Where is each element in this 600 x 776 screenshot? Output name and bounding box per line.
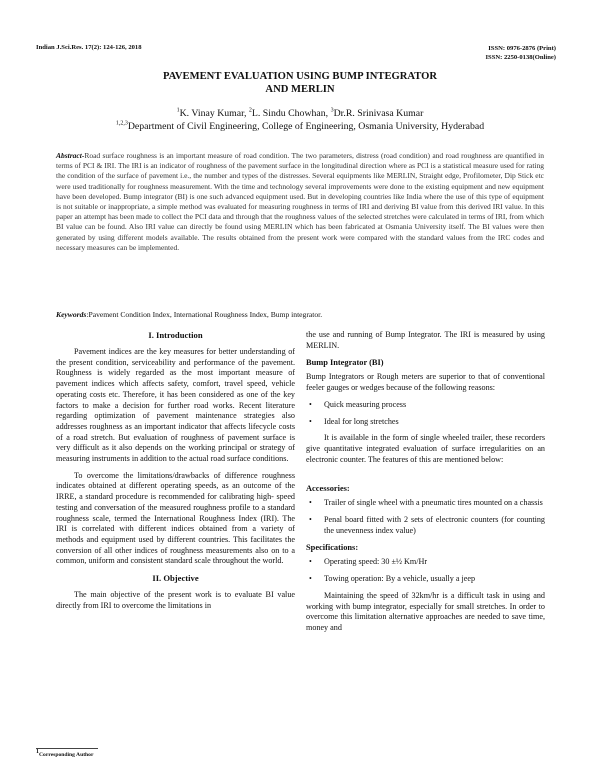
intro-paragraph-1: Pavement indices are the key measures for better understanding of the present condition, serviceability and performance of the pavement. Roughness is widely regarded as the most important measure of pavement indices which affects safety, comfort, travel speed, vehicle operating costs etc. Therefore, it has been considered as one of the key factors to make a decision for further road works. Recent literature regarding optimization of pavement maintenance strategies also addresses roughness as an important indicator that affects lifecycle costs of a road stretch. But evaluation of roughness of pavement surface is very difficult as it also depends on the working principal or strategy of measuring instruments in addition to the actual road surface conditions.: [56, 347, 295, 464]
footnote-divider: [36, 748, 98, 749]
list-item: [306, 400, 545, 411]
objective-paragraph: The main objective of the present work is to evaluate BI value directly from IRI to overcome the limitations in: [56, 590, 295, 610]
bullet-icon: •: [309, 574, 312, 584]
keywords-text: :Pavement Condition Index, International Roughness Index, Bump integrator.: [86, 310, 323, 319]
author-1-mark: 1: [176, 107, 180, 114]
accessories-heading: Accessories:: [306, 484, 350, 494]
reasons-list: [306, 400, 545, 427]
list-item-text: Trailer of single wheel with a pneumatic tires mounted on a chassis: [324, 498, 543, 508]
objective-continued: the use and running of Bump Integrator. The IRI is measured by using MERLIN.: [306, 330, 545, 350]
author-2: L. Sindu Chowhan,: [251, 108, 331, 119]
author-3-mark: 3: [330, 107, 334, 114]
left-column: [56, 330, 295, 617]
list-item-text: Ideal for long stretches: [324, 416, 399, 426]
bullet-icon: •: [309, 498, 312, 508]
list-item-text: Operating speed: 30 ±½ Km/Hr: [324, 557, 428, 567]
author-3: Dr.R. Srinivasa Kumar: [333, 108, 424, 119]
author-2-mark: 2: [248, 107, 252, 114]
introduction-heading: I. Introduction: [148, 330, 203, 340]
list-item: [306, 557, 545, 568]
specifications-heading: Specifications:: [306, 543, 359, 553]
abstract-label: Abstract-: [56, 151, 85, 160]
list-item: [306, 417, 545, 428]
title-line-2: AND MERLIN: [265, 84, 335, 95]
issn-block: [485, 44, 556, 62]
specifications-list: [306, 557, 545, 584]
title-line-1: PAVEMENT EVALUATION USING BUMP INTEGRATOR: [162, 71, 438, 82]
accessories-list: [306, 498, 545, 536]
list-item-text: Quick measuring process: [324, 399, 407, 409]
list-item: [306, 498, 545, 509]
right-column: [306, 330, 545, 640]
bump-integrator-heading: Bump Integrator (BI): [306, 358, 384, 368]
journal-citation: Indian J.Sci.Res. 17(2): 124-126, 2018: [36, 44, 142, 51]
issn-print: ISSN: 0976-2876 (Print): [488, 45, 556, 52]
closing-paragraph: Maintaining the speed of 32km/hr is a difficult task in using and working with bump integrator, especially for small stretches. In order to overcome this limitation alternative approaches are needed to save time, money and: [306, 590, 545, 632]
issn-online: ISSN: 2250-0138(Online): [485, 54, 556, 61]
affiliation-text: Department of Civil Engineering, College of Engineering, Osmania University, Hyderabad: [127, 121, 485, 132]
bump-integrator-paragraph-2: It is available in the form of single wheeled trailer, these recorders give quantitative integrated evaluation of surface irregularities on an electronic counter. The features of this are mentioned below:: [306, 433, 545, 464]
bullet-icon: •: [309, 557, 312, 567]
author-1: K. Vinay Kumar,: [179, 108, 249, 119]
list-item-text: Towing operation: By a vehicle, usually a jeep: [324, 574, 476, 584]
footnote: [36, 749, 94, 758]
abstract-text: Road surface roughness is an important measure of road condition. The two parameters, distress (road condition) and road roughness are quantified in terms of PCI & IRI. The IRI is an indicator of roughness of the pavement surface in the longitudinal direction where as PCI is a statistical measure used for rating the condition of the surface of pavement i.e., the number and types of the distresses. Several equipments like MERLIN, Straight edge, Profilometer, Dip Stick etc were used traditionally for roughness measurement. With the time and technology several improvements were done to the existing equipment and new equipment have been developed. Bump integrator (BI) is one such advanced equipment used. But in developing countries like India where the use of this type of equipment is not suitable or inappropriate, a simple method was evaluated for measuring roughness in terms of IRI and deriving BI value from this derived IRI value. In this paper an attempt has been made to collect the PCI data and through that the roughness values of the selected stretches were calculated in terms of IRI, from which BI value can be found. Also IRI value can directly be found using MERLIN which has been fabricated at Osmania University itself. The BI values were then generated by using different models available. The results obtained from the present work were compared with the standard values from the IRC codes and necessary measures can be implemented.: [56, 151, 544, 252]
author-list: [0, 108, 600, 120]
bullet-icon: •: [309, 515, 312, 525]
list-item-text: Penal board fitted with 2 sets of electronic counters (for counting the unevenness index value): [324, 515, 545, 535]
bump-integrator-paragraph-1: Bump Integrators or Rough meters are superior to that of conventional feeler gauges or wedges because of the following reasons:: [306, 372, 545, 393]
keywords: [56, 310, 544, 320]
footnote-text: Corresponding Author: [39, 752, 94, 758]
list-item: [306, 574, 545, 585]
bullet-icon: •: [309, 399, 312, 409]
objective-heading: II. Objective: [152, 573, 199, 584]
affiliation-marks: 1,2,3: [115, 120, 128, 127]
intro-paragraph-2: To overcome the limitations/drawbacks of difference roughness indicates obtained at different operating speeds, as an outcome of the IRRE, a standard procedure is recommended for calibrating high- speed testing and conversation of the measured roughness profile to a standard roughness scale, termed the International Roughness Index (IRI). The IRI is correlated with different indices obtained from a variety of methods and equipment used by different countries. This facilitates the conversion of all other indices of roughness measurements also on to a common, uniform and consistent standard scale throughout the world.: [56, 470, 295, 566]
affiliation: [0, 121, 600, 133]
list-item: [306, 515, 545, 536]
paper-title: [0, 70, 600, 96]
footnote-mark: 1: [36, 749, 39, 756]
keywords-label: Keywords: [56, 310, 87, 319]
abstract: [56, 151, 544, 253]
bullet-icon: •: [309, 416, 312, 426]
